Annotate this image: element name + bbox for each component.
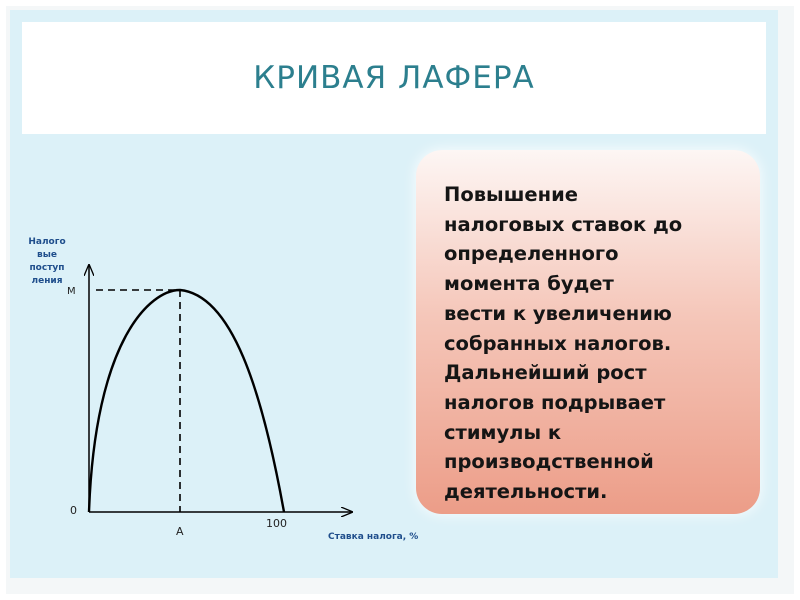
laffer-curve	[89, 290, 284, 512]
y-axis-label-line: ления	[31, 276, 63, 286]
y-axis-label-line: Налого	[28, 237, 66, 247]
origin-label: 0	[70, 504, 77, 517]
y-axis-label	[28, 237, 65, 286]
x-axis-label: Ставка налога, %	[328, 532, 419, 542]
y-axis-label-line: поступ	[29, 263, 65, 273]
peak-y-label: M	[67, 286, 76, 297]
end-x-label: 100	[266, 517, 287, 530]
slide-title: КРИВАЯ ЛАФЕРА	[253, 60, 535, 96]
peak-x-label: A	[176, 525, 184, 538]
callout-text: Повышение налоговых ставок до определенного момента будет вести к увеличению собранных налогов. Дальнейший рост налогов подрывает стимулы к производственной деятельности.	[444, 183, 683, 504]
y-axis-label-line: вые	[37, 250, 57, 260]
